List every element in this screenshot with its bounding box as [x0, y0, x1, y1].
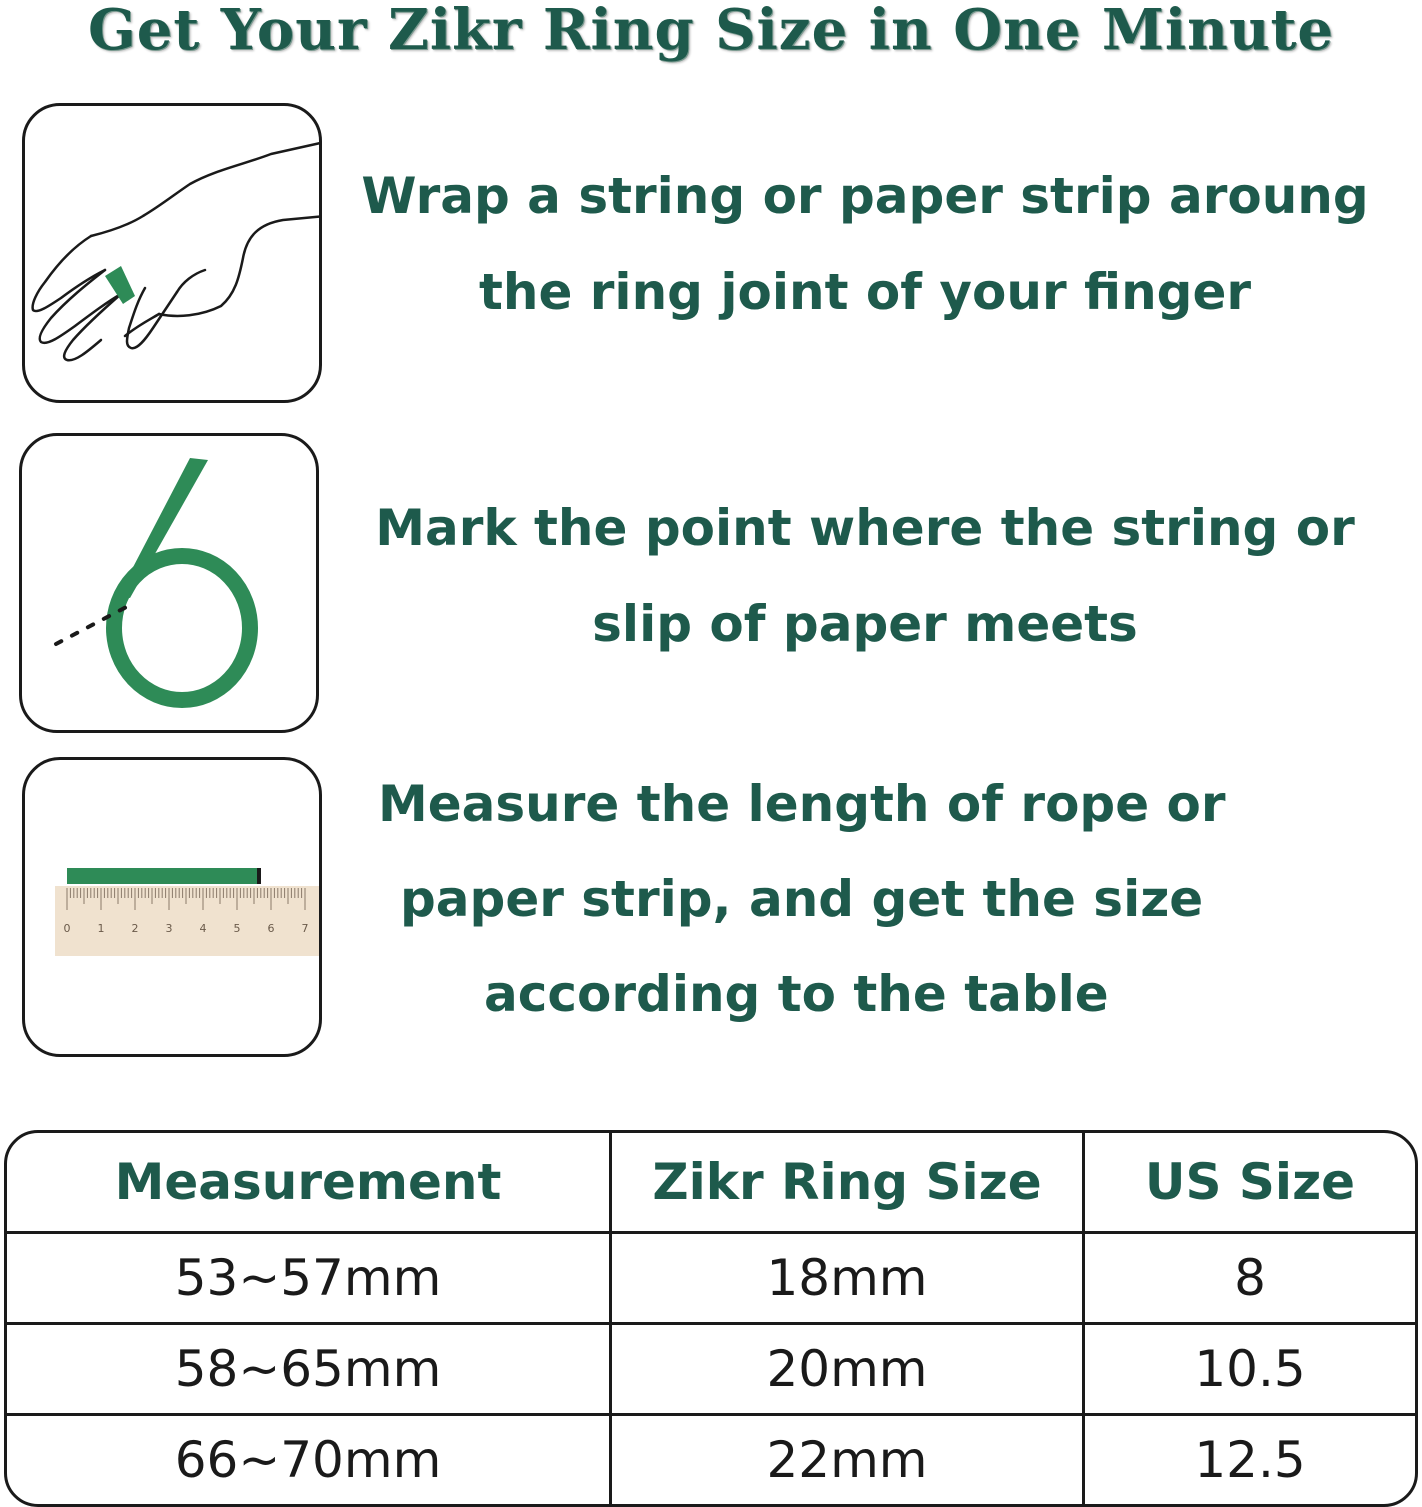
ruler-tick-2: 2: [131, 922, 139, 935]
size-table: [4, 1130, 1418, 1507]
paper-strip-loop-icon: [22, 436, 319, 733]
step-2-text: [340, 480, 1390, 672]
ruler-with-strip-icon-box: [22, 757, 322, 1057]
step-1-text: [340, 148, 1390, 340]
ruler-tick-4: 4: [199, 922, 207, 935]
cell-us-size: 8: [1085, 1234, 1415, 1325]
table-header-row: [7, 1133, 1415, 1234]
ruler-tick-1: 1: [97, 922, 105, 935]
step-1-line-2: the ring joint of your finger: [478, 263, 1252, 321]
header-zikr-ring-size: Zikr Ring Size: [612, 1133, 1085, 1234]
header-us-size: US Size: [1085, 1133, 1415, 1234]
step-3-text: [340, 757, 1390, 1042]
cell-us-size: 10.5: [1085, 1325, 1415, 1416]
cell-measurement: 66~70mm: [7, 1416, 612, 1504]
cell-measurement: 58~65mm: [7, 1325, 612, 1416]
step-3-line-2: paper strip, and get the size: [400, 870, 1204, 928]
page-title: Get Your Zikr Ring Size in One Minute: [87, 0, 1335, 63]
ruler-tick-5: 5: [233, 922, 241, 935]
ruler-with-strip-icon: [25, 760, 322, 1057]
ruler-tick-3: 3: [165, 922, 173, 935]
step-2-line-1: Mark the point where the string or: [375, 499, 1355, 557]
table-row: [7, 1325, 1415, 1416]
cell-zikr-size: 20mm: [612, 1325, 1085, 1416]
step-3-line-1: Measure the length of rope or: [378, 775, 1226, 833]
table-row: [7, 1234, 1415, 1325]
ruler-tick-0: 0: [63, 922, 71, 935]
header-measurement: Measurement: [7, 1133, 612, 1234]
hand-with-ring-icon: [25, 106, 322, 403]
paper-strip-loop-icon-box: [19, 433, 319, 733]
step-3-line-3: according to the table: [484, 965, 1109, 1023]
ruler-tick-7: 7: [301, 922, 309, 935]
step-2-line-2: slip of paper meets: [592, 595, 1138, 653]
cell-zikr-size: 18mm: [612, 1234, 1085, 1325]
table-row: [7, 1416, 1415, 1504]
cell-us-size: 12.5: [1194, 1431, 1306, 1489]
step-1-line-1: Wrap a string or paper strip aroung: [361, 167, 1369, 225]
hand-with-ring-icon-box: [22, 103, 322, 403]
cell-measurement: 53~57mm: [7, 1234, 612, 1325]
cell-zikr-size: 22mm: [612, 1416, 1085, 1504]
ruler-tick-6: 6: [267, 922, 275, 935]
